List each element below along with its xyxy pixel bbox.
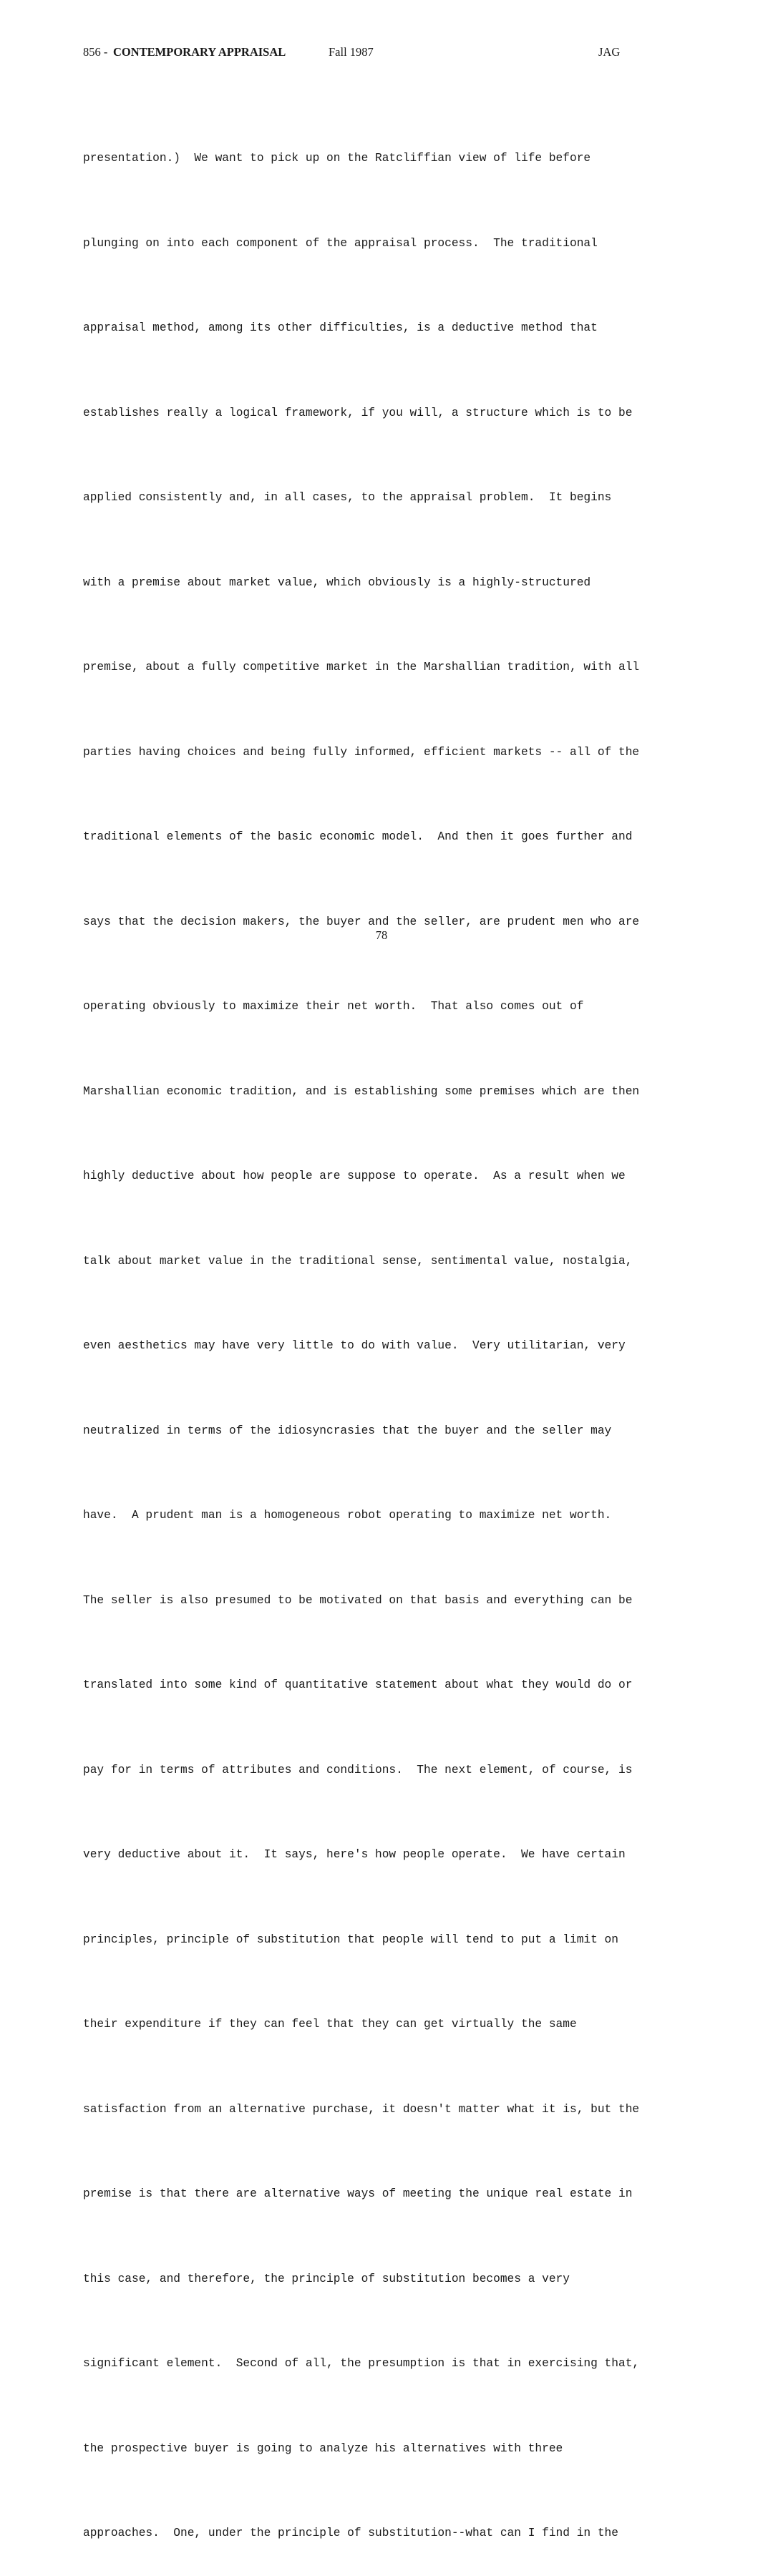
text-line: talk about market value in the traditional sense, sentimental value, nostalgia, xyxy=(83,1254,633,1268)
text-line: pay for in terms of attributes and conditions. The next element, of course, is xyxy=(83,1763,633,1777)
text-line: presentation.) We want to pick up on the Ratcliffian view of life before xyxy=(83,152,591,165)
text-line: applied consistently and, in all cases, to the appraisal problem. It begins xyxy=(83,491,612,504)
text-line: operating obviously to maximize their net worth. That also comes out of xyxy=(83,1000,584,1013)
text-line: significant element. Second of all, the presumption is that in exercising that, xyxy=(83,2357,640,2370)
author-initials: JAG xyxy=(598,45,621,59)
text-line: satisfaction from an alternative purchase, it doesn't matter what it is, but the xyxy=(83,2102,640,2116)
text-line: translated into some kind of quantitative statement about what they would do or xyxy=(83,1678,633,1691)
course-number: 856 - xyxy=(83,45,108,59)
text-line: The seller is also presumed to be motivated on that basis and everything can be xyxy=(83,1593,633,1607)
text-line: says that the decision makers, the buyer and the seller, are prudent men who are xyxy=(83,915,640,928)
text-line: appraisal method, among its other difficulties, is a deductive method that xyxy=(83,321,598,334)
term-label: Fall 1987 xyxy=(329,45,374,59)
text-line: their expenditure if they can feel that they can get virtually the same xyxy=(83,2018,577,2031)
text-line: principles, principle of substitution that people will tend to put a limit on xyxy=(83,1933,618,1946)
text-line: with a premise about market value, which obviously is a highly-structured xyxy=(83,575,591,589)
text-line: approaches. One, under the principle of substitution--what can I find in the xyxy=(83,2527,618,2539)
text-line: highly deductive about how people are suppose to operate. As a result when we xyxy=(83,1170,626,1182)
text-line: plunging on into each component of the appraisal process. The traditional xyxy=(83,236,598,250)
text-line: neutralized in terms of the idiosyncrasies that the buyer and the seller may xyxy=(83,1424,612,1437)
page-number: 78 xyxy=(375,928,388,942)
text-line: the prospective buyer is going to analyze his alternatives with three xyxy=(83,2441,563,2455)
course-title: CONTEMPORARY APPRAISAL xyxy=(113,45,286,59)
page-header xyxy=(83,44,627,60)
text-line: parties having choices and being fully informed, efficient markets -- all of the xyxy=(83,745,640,759)
text-line: this case, and therefore, the principle of substitution becomes a very xyxy=(83,2272,570,2285)
text-line: establishes really a logical framework, if you will, a structure which is to be xyxy=(83,406,633,419)
transcript-body xyxy=(83,88,699,2576)
text-line: traditional elements of the basic economic model. And then it goes further and xyxy=(83,830,633,843)
text-line: even aesthetics may have very little to do with value. Very utilitarian, very xyxy=(83,1339,626,1352)
text-line: Marshallian economic tradition, and is establishing some premises which are then xyxy=(83,1084,640,1098)
text-line: premise, about a fully competitive market in the Marshallian tradition, with all xyxy=(83,661,640,674)
text-line: premise is that there are alternative ways of meeting the unique real estate in xyxy=(83,2187,633,2200)
text-line: have. A prudent man is a homogeneous robot operating to maximize net worth. xyxy=(83,1509,612,1522)
text-line: very deductive about it. It says, here's how people operate. We have certain xyxy=(83,1848,626,1861)
